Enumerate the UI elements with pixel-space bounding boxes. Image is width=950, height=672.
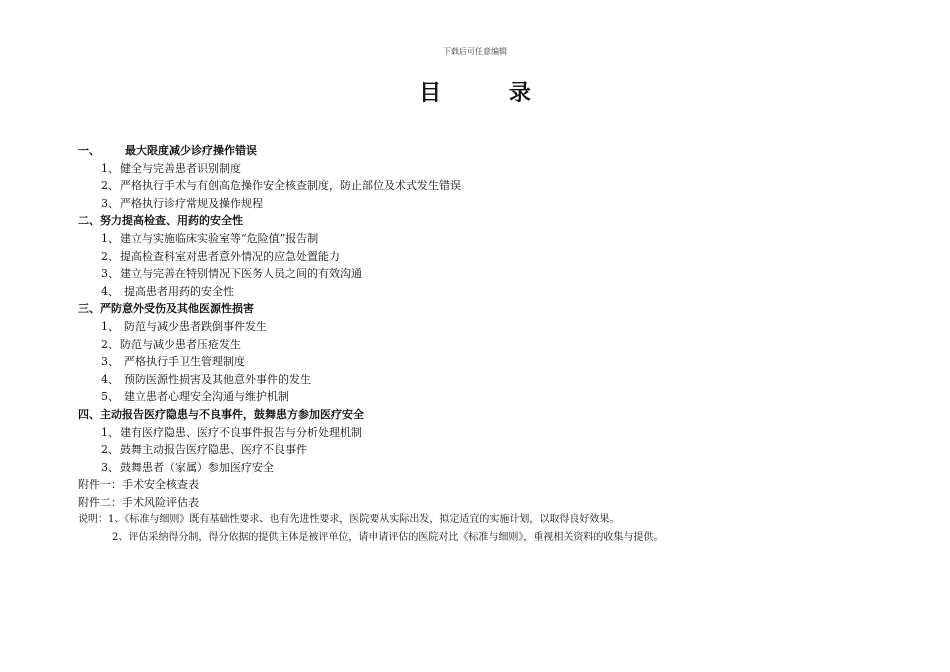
note-line: 2、评估采纳得分制，得分依据的提供主体是被评单位，请申请评估的医院对比《标准与细则》，重视相关资料的收集与提供。 [112,532,664,544]
item-text: 防范与减少患者跌倒事件发生 [124,319,267,333]
section-number: 二、 [78,214,100,228]
item-text: 提高患者用药的安全性 [124,284,234,298]
section-title: 主动报告医疗隐患与不良事件，鼓舞患方参加医疗安全 [100,407,364,421]
item-text: 健全与完善患者识别制度 [120,161,241,175]
item-text: 防范与减少患者压疮发生 [120,337,241,351]
list-item [78,441,898,459]
item-number: 3、 [101,460,119,474]
section-number: 三、 [78,302,100,316]
list-item [78,318,898,336]
list-item [78,336,898,354]
section-heading [78,142,898,160]
table-of-contents [78,142,898,547]
item-text: 建有医疗隐患、医疗不良事件报告与分析处理机制 [120,425,362,439]
list-item: 1、建立与实施临床实验室等“危险值”报告制 [101,231,319,245]
section-heading [78,212,898,230]
item-number: 3、 [101,267,119,281]
item-text: 建立与完善在特别情况下医务人员之间的有效沟通 [120,267,362,281]
section-title: 严防意外受伤及其他医源性损害 [100,302,254,316]
item-text: 建立患者心理安全沟通与维护机制 [124,390,289,404]
list-item [78,177,898,195]
item-number: 2、 [101,443,119,457]
list-item [78,283,898,301]
item-text: 鼓舞主动报告医疗隐患、医疗不良事件 [120,443,307,457]
header-note: 下载后可任意编辑 [443,47,507,56]
list-item [78,353,898,371]
section-title: 最大限度减少诊疗操作错误 [125,144,257,157]
attachment-line: 附件一：手术安全核查表 [78,478,199,492]
item-number: 4、 [101,372,119,386]
item-number: 2、 [101,337,119,351]
item-number: 2、 [101,249,119,263]
section-title: 努力提高检查、用药的安全性 [100,214,243,228]
list-item [78,265,898,283]
page-title: 目 录 [419,81,561,106]
item-number: 3、 [101,355,119,369]
section-number: 四、 [78,407,100,421]
item-number: 2、 [101,179,119,193]
item-text: 严格执行手术与有创高危操作安全核查制度，防止部位及术式发生错误 [120,179,461,193]
attachment-line: 附件二：手术风险评估表 [78,495,199,509]
item-text: 预防医源性损害及其他意外事件的发生 [124,372,311,386]
item-text: 鼓舞患者（家属）参加医疗安全 [120,460,274,474]
section-heading [78,406,898,424]
item-number: 5、 [101,390,119,404]
list-item [78,371,898,389]
list-item [78,388,898,406]
item-text: 提高检查科室对患者意外情况的应急处置能力 [120,249,340,263]
list-item [78,248,898,266]
item-number: 3、 [101,196,119,210]
item-number: 1、 [101,161,119,175]
list-item [78,459,898,477]
item-number: 4、 [101,284,119,298]
list-item [78,160,898,178]
item-number: 1、 [101,319,119,333]
list-item [78,424,898,442]
item-text: 严格执行诊疗常规及操作规程 [120,196,263,210]
item-number: 1、 [101,425,119,439]
item-text: 建立与实施临床实验室等“危险值”报告制 [120,231,319,245]
item-text: 严格执行手卫生管理制度 [124,355,245,369]
note-line: 说明：1、《标准与细则》既有基础性要求、也有先进性要求，医院要从实际出发，拟定适宜的实施计划，以取得良好效果。 [78,514,620,526]
section-heading [78,300,898,318]
section-number: 一、 [78,144,100,157]
list-item [78,195,898,213]
